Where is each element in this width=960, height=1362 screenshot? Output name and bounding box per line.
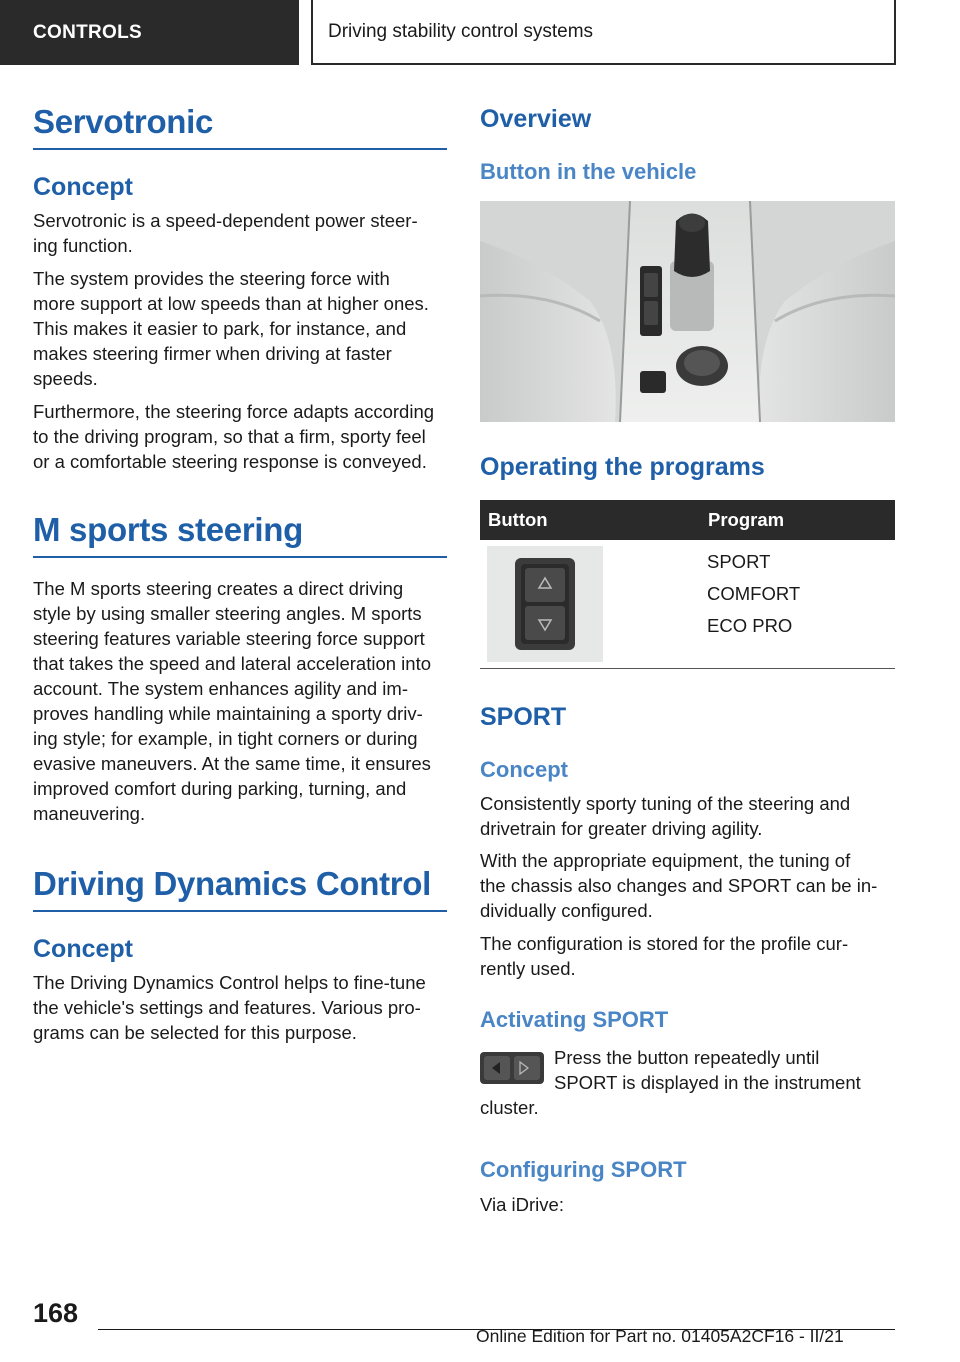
line: the vehicle's settings and features. Various pro- bbox=[33, 997, 421, 1018]
paragraph-sport-concept-1 bbox=[480, 791, 895, 841]
footer-edition: Online Edition for Part no. 01405A2CF16 - II/21 bbox=[476, 1326, 844, 1346]
line: Consistently sporty tuning of the steering and bbox=[480, 793, 851, 814]
heading-concept-ddc: Concept bbox=[33, 935, 133, 963]
paragraph-sport-concept-3 bbox=[480, 931, 895, 981]
line: The Driving Dynamics Control helps to fine-tune bbox=[33, 972, 426, 993]
line: or a comfortable steering response is conveyed. bbox=[33, 451, 427, 472]
heading-operating-programs: Operating the programs bbox=[480, 453, 765, 481]
heading-concept-servotronic: Concept bbox=[33, 173, 133, 201]
heading-configuring-sport: Configuring SPORT bbox=[480, 1157, 687, 1182]
line: that takes the speed and lateral acceleration into bbox=[33, 653, 432, 674]
heading-overview: Overview bbox=[480, 105, 592, 133]
line: makes steering firmer when driving at faster bbox=[33, 343, 392, 364]
button-cell bbox=[480, 540, 700, 669]
page-number: 168 bbox=[33, 1298, 79, 1328]
line: dividually configured. bbox=[480, 900, 653, 921]
line: Press the button repeatedly until bbox=[554, 1047, 820, 1068]
program-comfort: COMFORT bbox=[707, 583, 801, 604]
line: rently used. bbox=[480, 958, 576, 979]
program-eco-pro: ECO PRO bbox=[707, 615, 793, 636]
column-header-button: Button bbox=[480, 500, 700, 540]
line: SPORT is displayed in the instrument bbox=[554, 1072, 861, 1093]
line: the chassis also changes and SPORT can be in- bbox=[480, 875, 878, 896]
paragraph-m-sports-steering bbox=[33, 576, 447, 826]
line: maneuvering. bbox=[33, 803, 146, 824]
line: drivetrain for greater driving agility. bbox=[480, 818, 763, 839]
line: With the appropriate equipment, the tuning of bbox=[480, 850, 851, 871]
line: Furthermore, the steering force adapts according bbox=[33, 401, 435, 422]
table-header-row bbox=[480, 500, 895, 540]
table-row bbox=[480, 540, 895, 669]
paragraph-ddc bbox=[33, 970, 447, 1045]
header-chapter: Driving stability control systems bbox=[311, 0, 896, 65]
line: The M sports steering creates a direct driving bbox=[33, 578, 404, 599]
paragraph-sport-concept-2 bbox=[480, 848, 895, 923]
line: cluster. bbox=[480, 1097, 539, 1118]
header-section: CONTROLS bbox=[0, 0, 299, 65]
paragraph-servotronic-intro bbox=[33, 208, 447, 258]
heading-activating-sport: Activating SPORT bbox=[480, 1007, 669, 1032]
line: ing style; for example, in tight corners or during bbox=[33, 728, 418, 749]
paragraph-configuring-sport: Via iDrive: bbox=[480, 1194, 564, 1215]
line: The system provides the steering force with bbox=[33, 268, 390, 289]
heading-servotronic: Servotronic bbox=[33, 104, 447, 150]
line: evasive maneuvers. At the same time, it ensures bbox=[33, 753, 431, 774]
program-sport: SPORT bbox=[707, 551, 771, 572]
line: improved comfort during parking, turning, and bbox=[33, 778, 407, 799]
column-header-program: Program bbox=[700, 500, 895, 540]
program-cell bbox=[700, 540, 895, 669]
line: speeds. bbox=[33, 368, 98, 389]
line: The configuration is stored for the profile cur- bbox=[480, 933, 849, 954]
paragraph-activating-sport bbox=[480, 1045, 895, 1120]
line: Servotronic is a speed-dependent power steer- bbox=[33, 210, 418, 231]
line: proves handling while maintaining a sporty driv- bbox=[33, 703, 423, 724]
heading-sport-concept: Concept bbox=[480, 757, 568, 782]
line: more support at low speeds than at higher ones. bbox=[33, 293, 429, 314]
programs-table bbox=[480, 500, 895, 669]
program-rocker-button-image bbox=[487, 546, 603, 662]
line: steering features variable steering force support bbox=[33, 628, 425, 649]
line: ing function. bbox=[33, 235, 133, 256]
line: account. The system enhances agility and im- bbox=[33, 678, 408, 699]
line: to the driving program, so that a firm, sporty feel bbox=[33, 426, 426, 447]
heading-button-in-vehicle: Button in the vehicle bbox=[480, 159, 697, 184]
line: style by using smaller steering angles. M sports bbox=[33, 603, 422, 624]
heading-driving-dynamics-control: Driving Dynamics Control bbox=[33, 866, 447, 912]
paragraph-servotronic-adapts bbox=[33, 399, 453, 474]
paragraph-servotronic-support bbox=[33, 266, 447, 391]
center-console-photo bbox=[480, 201, 895, 422]
line: This makes it easier to park, for instance, and bbox=[33, 318, 407, 339]
heading-sport: SPORT bbox=[480, 703, 567, 731]
heading-m-sports-steering: M sports steering bbox=[33, 512, 447, 558]
line: grams can be selected for this purpose. bbox=[33, 1022, 357, 1043]
